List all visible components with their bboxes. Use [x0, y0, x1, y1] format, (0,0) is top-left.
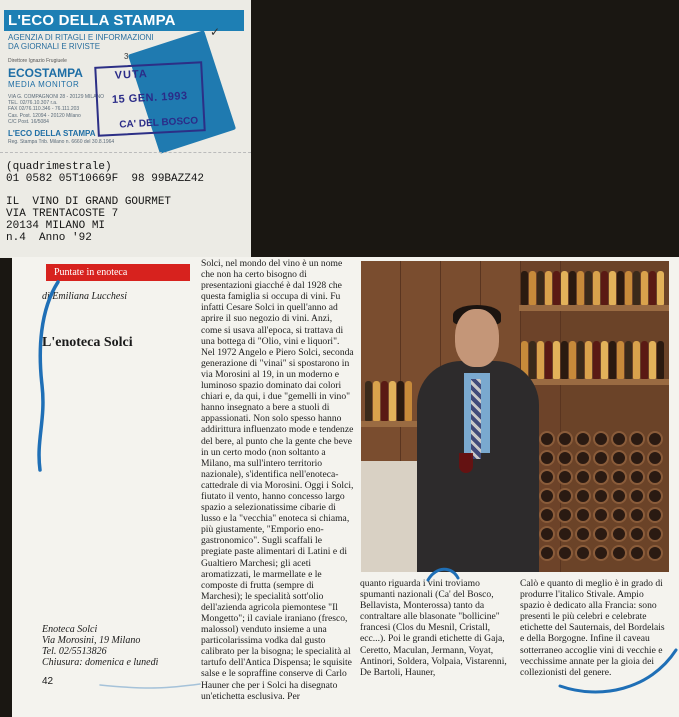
address-line: VIA G. COMPAGNONI 28 - 20129 MILANO: [8, 94, 105, 100]
article-headline: L'enoteca Solci: [42, 335, 133, 350]
publication-name: IL VINO DI GRAND GOURMET: [6, 196, 172, 208]
article-column-third: Calò e quanto di meglio è in grado di produrre l'italico Stivale. Ampio spazio è dedicato alla Francia: sono presenti le più celebri e celebrate etichette del Sauternais, del Bordelais e della Borgogne. Infine il caveau sotterraneo accoglie vini di vecchie e vecchissime annate per la gioia dei collezionisti del genere.: [520, 578, 665, 678]
article-column-second: quanto riguarda i vini troviamo spumanti nazionali (Ca' del Bosco, Bellavista, Monterossa) tanto da contraltare alle blasonate "bollicine" francesi (Clos du Mesnil, Cristall, ecc...). Poi le grandi etichette di Gaja, Ceretto, Maculan, Jermann, Voyat, Antinori, Soldera, Volpaia, Vistarenni, De Bartoli, Hauner,: [360, 578, 507, 678]
shop-owner-photo: [361, 261, 669, 572]
shop-info: [42, 624, 158, 668]
agency-brand: ECOSTAMPA: [8, 66, 83, 80]
shop-closing-days: Chiusura: domenica e lunedì: [42, 657, 159, 668]
received-date-stamp: [94, 61, 206, 137]
clipping-code: 01 0582 05T10669F 98 99BAZZ42: [6, 173, 205, 185]
stamp-number: 3: [124, 52, 129, 61]
address-line: Cas. Post. 12094 - 20120 Milano: [8, 113, 81, 119]
publication-address: VIA TRENTACOSTE 7: [6, 208, 119, 220]
magazine-page: [12, 257, 679, 717]
shop-name: Enoteca Solci: [42, 624, 98, 635]
stamp-received-label: VUTA: [114, 68, 149, 82]
agency-line: DA GIORNALI E RIVISTE: [8, 42, 101, 51]
agency-registration: Reg. Stampa Trib. Milano n. 6660 del 30.8.1964: [8, 139, 115, 145]
handwritten-mark-icon: ✓: [210, 25, 221, 39]
stamp-recipient: CA' DEL BOSCO: [119, 115, 199, 131]
agency-banner: L'ECO DELLA STAMPA: [4, 10, 244, 31]
article-paragraph: Nel 1972 Angelo e Piero Solci, seconda generazione di "vinai" si spostarono in via Morosini al 19, in un moderno e luminoso spazio dominato dai colori chiari e, da qui, i due "gemelli in vino" hanno insegnato a bere a stuoli di appassionati. Non solo spesso hanno addirittura influenzato mode e tendenze del bere, al punto che la gente che beve in un certo modo (non soltanto a Milano, ma sull'intero territorio nazionale), s'identifica nell'enoteca-cattedrale di via Morosini. Oggi i Solci, fiutato il vento, hanno concesso largo spazio a selezionatissime cibarie di lusso e la "vecchia" enoteca si chiama, più giustamente, "Emporio eno-gastronomico". Sugli scaffali le pregiate paste alimentari di Latini e di Gualtiero Marchesi; gli aceti aromatizzati, le marmellate e le composte di frutta (sempre di Marchesi); le specialità sott'olio dell'azienda agricola piemontese "Il Mongetto"; il caviale iraniano (fresco, malossol) venduto insieme a una particolarissima vodka dal gusto calibrato per la bisogna; le specialità al tartufo dell'Antica Dispensa; le squisite salse e le sopraffine conserve di Carlo Hauner che per i Solci ha disegnato un'etichetta esclusiva. Per: [201, 346, 354, 702]
page-number: 42: [42, 676, 54, 687]
agency-line: AGENZIA DI RITAGLI E INFORMAZIONI: [8, 33, 154, 42]
section-tag: Puntate in enoteca: [46, 264, 190, 281]
article-byline: di Emiliana Lucchesi: [42, 291, 127, 302]
address-line: FAX 02/76.110.346 - 76.111.203: [8, 106, 80, 112]
clipping-slip: [0, 0, 251, 258]
address-line: C/C Post. 16/5084: [8, 119, 49, 125]
stamp-date: 15 GEN. 1993: [111, 90, 188, 106]
agency-brand-subtitle: MEDIA MONITOR: [8, 80, 80, 89]
publication-frequency: (quadrimestrale): [6, 161, 112, 173]
article-column-main: [201, 258, 354, 702]
publication-issue: n.4 Anno '92: [6, 232, 92, 244]
agency-director: Direttore Ignazio Frugiuele: [8, 58, 67, 64]
divider: [0, 152, 251, 153]
article-paragraph: Solci, nel mondo del vino è un nome che non ha certo bisogno di presentazioni giacché è dal 1928 che questa famiglia si occupa di vini. Fu infatti Cesare Solci in quell'anno ad aprire il suo negozio di vini. Anzi, come si usava all'epoca, si trattava di una bottega di "Olio, vini e liquori".: [201, 258, 344, 347]
address-line: TEL. 02/76.10.307 r.a.: [8, 100, 58, 106]
shop-phone: Tel. 02/5513826: [42, 646, 107, 657]
agency-footer: L'ECO DELLA STAMPA: [8, 129, 96, 138]
shop-address: Via Morosini, 19 Milano: [42, 635, 141, 646]
publication-city: 20134 MILANO MI: [6, 220, 106, 232]
